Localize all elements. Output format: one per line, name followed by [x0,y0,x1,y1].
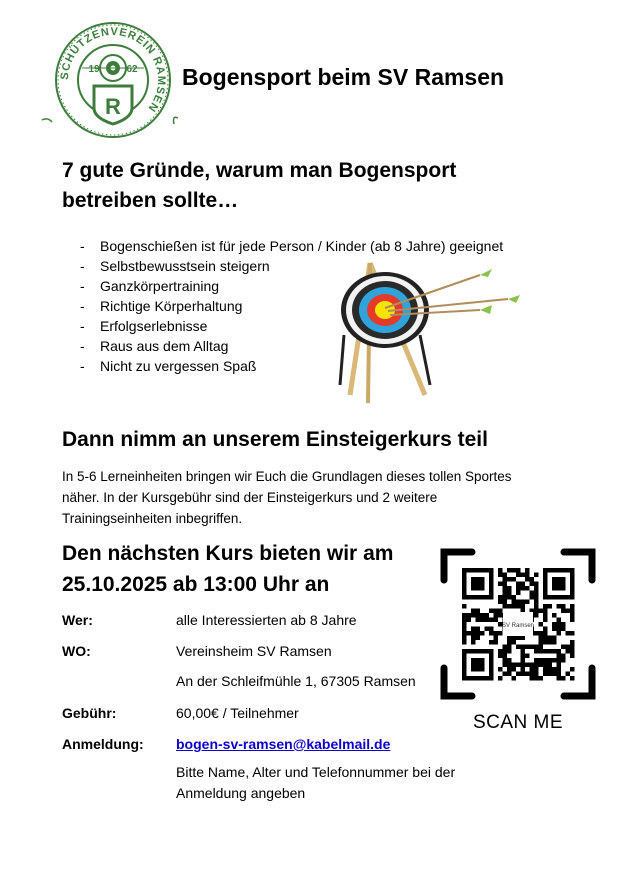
reason-text: Erfolgserlebnisse [100,318,208,334]
wo-label: WO: [62,643,91,659]
archery-target-icon [330,255,520,405]
reason-text: Selbstbewusstsein steigern [100,258,270,274]
reasons-heading [62,156,456,216]
wo-value-venue: Vereinsheim SV Ramsen [176,643,332,659]
scan-me-label: SCAN ME [472,712,564,733]
qr-center-label: SV Ramsen [501,623,535,629]
reasons-heading-line1: 7 gute Gründe, warum man Bogensport [62,159,457,182]
reasons-heading-line2: betreiben sollte… [62,189,239,212]
course-intro: In 5-6 Lerneinheiten bringen wir Euch die Grundlagen dieses tollen Sportes näher. In der Kursgebühr sind der Einsteigerkurs und 2 weitere Trainingseinheiten inbegriffen. [62,469,512,526]
next-course-heading [62,538,393,600]
club-logo [38,20,188,140]
next-course-line1: Den nächsten Kurs bieten wir am [62,542,394,565]
registration-note: Bitte Name, Alter und Telefonnummer bei der Anmeldung angeben [176,764,456,801]
logo-year-left: 19 [88,64,100,75]
reason-text: Richtige Körperhaltung [100,298,243,314]
registration-email-link[interactable]: bogen-sv-ramsen@kabelmail.de [176,736,391,752]
list-item [80,236,503,256]
bullet-dash: - [80,358,85,374]
wo-value-address: An der Schleifmühle 1, 67305 Ramsen [176,673,416,689]
reason-text: Ganzkörpertraining [100,278,220,294]
page-title: Bogensport beim SV Ramsen [182,64,505,90]
bullet-dash: - [80,258,85,274]
fee-value: 60,00€ / Teilnehmer [176,705,299,721]
next-course-date: 25.10.2025 ab 13:00 Uhr an [62,573,330,596]
logo-ring-text: SCHÜTZENVEREIN RAMSEN [58,25,168,115]
wer-value: alle Interessierten ab 8 Jahre [176,612,357,628]
fee-label: Gebühr: [62,705,117,721]
bullet-dash: - [80,338,85,354]
bullet-dash: - [80,238,85,254]
bullet-dash: - [80,318,85,334]
reason-text: Nicht zu vergessen Spaß [100,358,257,374]
bullet-dash: - [80,278,85,294]
qr-code[interactable] [440,548,596,700]
logo-year-right: 62 [126,64,138,75]
bullet-dash: - [80,298,85,314]
registration-label: Anmeldung: [62,736,144,752]
wer-label: Wer: [62,612,93,628]
reason-text: Bogenschießen ist für jede Person / Kinder (ab 8 Jahre) geeignet [100,238,504,254]
logo-initial: R [105,94,121,119]
course-heading: Dann nimm an unserem Einsteigerkurs teil [62,428,488,451]
reason-text: Raus aus dem Alltag [100,338,229,354]
